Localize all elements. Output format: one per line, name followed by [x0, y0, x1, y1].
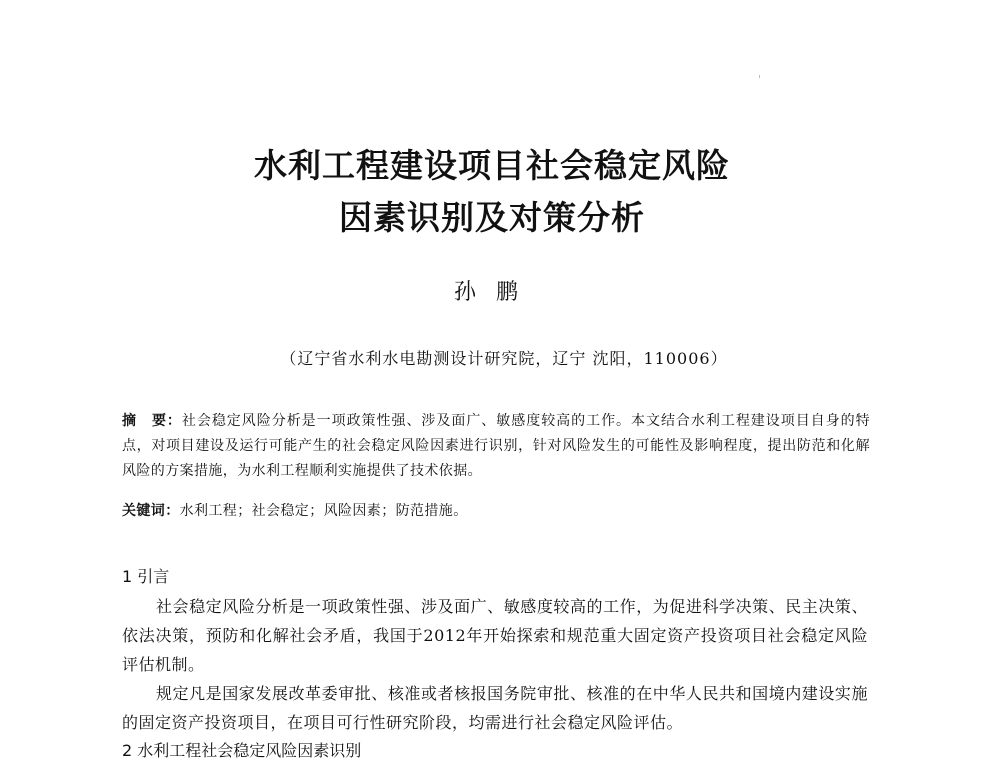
author-affiliation: （辽宁省水利水电勘测设计研究院，辽宁 沈阳，110006）: [280, 349, 728, 368]
abstract-block: [122, 409, 870, 484]
paper-title-line-1: 水利工程建设项目社会稳定风险: [254, 146, 730, 185]
body-paragraph: 规定凡是国家发展改革委审批、核准或者核报国务院审批、核准的在中华人民共和国境内建设实施的固定资产投资项目，在项目可行性研究阶段，均需进行社会稳定风险评估。: [122, 684, 868, 732]
scan-speck: [759, 75, 760, 78]
section-heading-introduction: 1 引言: [122, 567, 170, 586]
body-paragraph: 社会稳定风险分析是一项政策性强、涉及面广、敏感度较高的工作，为促进科学决策、民主决策、依法决策，预防和化解社会矛盾，我国于2012年开始探索和规范重大固定资产投资项目社会稳定风险评估机制。: [122, 597, 868, 674]
abstract-label: 摘 要：: [122, 413, 182, 429]
keywords-label: 关键词：: [122, 503, 180, 519]
abstract-text: 社会稳定风险分析是一项政策性强、涉及面广、敏感度较高的工作。本文结合水利工程建设项目自身的特点，对项目建设及运行可能产生的社会稳定风险因素进行识别，针对风险发生的可能性及影响程度，提出防范和化解风险的方案措施，为水利工程顺利实施提供了技术依据。: [122, 413, 870, 479]
keywords-text: 水利工程；社会稳定；风险因素；防范措施。: [179, 503, 468, 519]
paper-title-line-2: 因素识别及对策分析: [339, 198, 645, 237]
author-name: 孙鹏: [453, 280, 538, 305]
keywords-block: [122, 499, 870, 524]
section-heading-risk-identification: 2 水利工程社会稳定风险因素识别: [122, 741, 362, 760]
